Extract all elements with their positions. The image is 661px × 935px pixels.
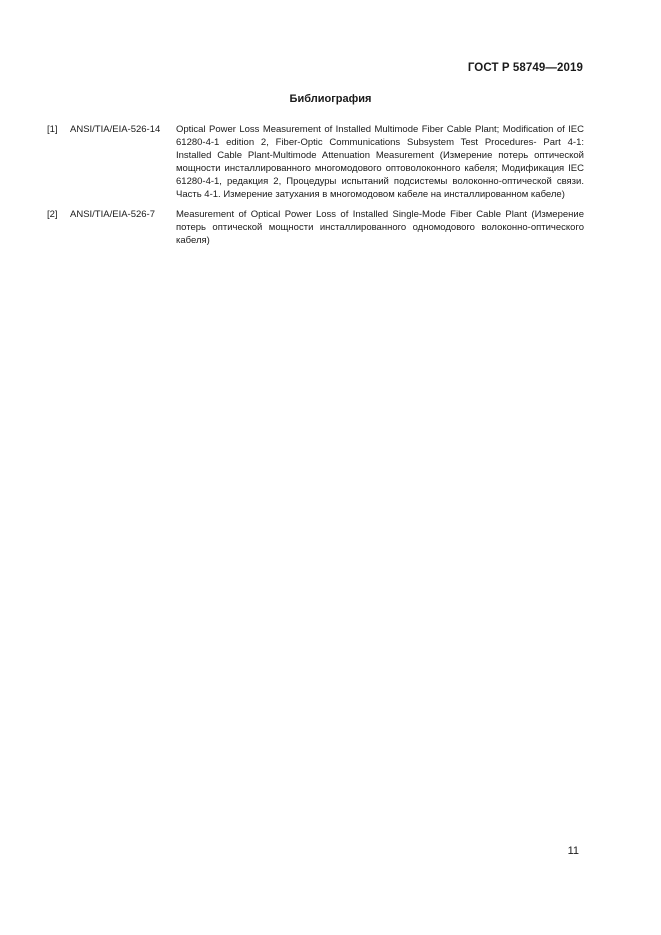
entry-standard-code: ANSI/TIA/EIA-526-14 — [70, 124, 161, 135]
section-title: Библиография — [289, 93, 372, 105]
entry-description: Optical Power Loss Measurement of Installed Multimode Fiber Cable Plant; Modification of IEC 61280-4-1 edition 2, Fiber-Optic Communications Subsystem Test Procedures- Part 4-1: Installed Cable Plant-Multimode Attenuation Measurement (Измерение потерь оптической мощности инсталлированного многомодового оптоволоконного кабеля; Модификация IEC 61280-4-1, редакция 2, Процедуры испытаний подсистемы волоконно-оптической связи. Часть 4-1. Измерение затухания в многомодовом кабеле на инсталлированном кабеле) — [176, 124, 584, 200]
entry-number: [1] — [47, 124, 58, 135]
bibliography-list — [47, 123, 584, 254]
page-number: 11 — [567, 845, 579, 857]
entry-number: [2] — [47, 209, 58, 220]
entry-standard-code: ANSI/TIA/EIA-526-7 — [70, 209, 156, 220]
bibliography-entry — [47, 208, 584, 247]
bibliography-entry — [47, 123, 584, 201]
entry-description: Measurement of Optical Power Loss of Installed Single-Mode Fiber Cable Plant (Измерение потерь оптической мощности инсталлированного одномодового волоконно-оптического кабеля) — [176, 209, 584, 246]
document-code: ГОСТ Р 58749—2019 — [467, 62, 583, 74]
